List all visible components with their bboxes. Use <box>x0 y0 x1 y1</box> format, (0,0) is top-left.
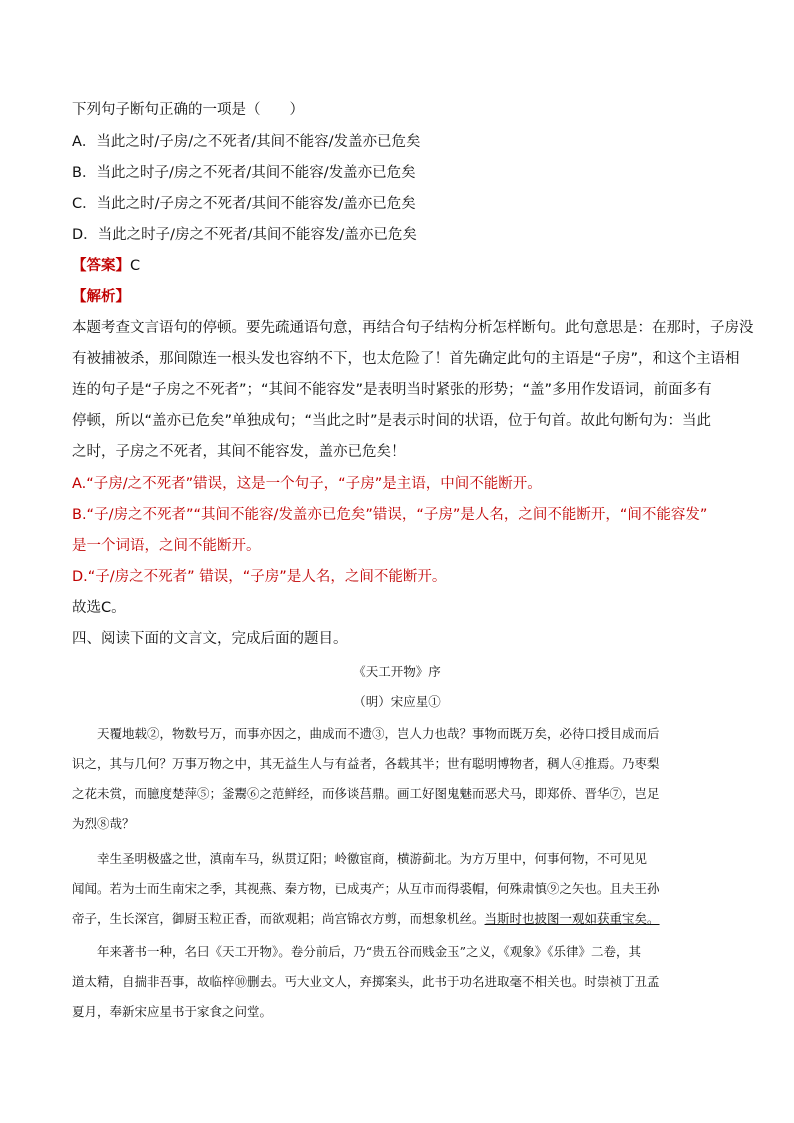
analysis-label-line <box>72 287 722 307</box>
answer-label: 【答案】 <box>72 258 130 274</box>
analysis-line-1: 本题考查文言语句的停顿。要先疏通语句意，再结合句子结构分析怎样断句。此句意思是：在那时，子房没 <box>72 320 754 336</box>
passage-p2-line3 <box>72 909 722 929</box>
answer-value: C <box>130 258 141 274</box>
analysis-line-3: 连的句子是“子房之不死者”；“其间不能容发”是表明当时紧张的形势；“盖”多用作发语词，前面多有 <box>72 382 712 398</box>
option-d: D．当此之时子/房之不死者/其间不能容发/盖亦已危矣 <box>72 227 417 243</box>
analysis-line-5: 之时，子房之不死者，其间不能容发，盖亦已危矣！ <box>72 444 406 460</box>
analysis-conclusion: 故选C。 <box>72 600 126 616</box>
passage-p1-line2: 识之，其与几何？万事万物之中，其无益生人与有益者，各载其半；世有聪明博物者，稠人④推焉。乃枣梨 <box>72 756 660 771</box>
passage-author: （明）宋应星① <box>353 694 441 709</box>
passage-p2-line1: 幸生圣明极盛之世，滇南车马，纵贯辽阳；岭徼宦商，横游蓟北。为方万里中，何事何物，不可见见 <box>72 851 648 866</box>
passage-p3-line2: 道太精，自揣非吾事，故临梓⑩删去。丐大业文人，弃掷案头，此书于功名进取毫不相关也。时崇祯丁丑孟 <box>72 974 660 989</box>
answer-line <box>72 256 722 276</box>
option-c: C．当此之时/子房之不死者/其间不能容发/盖亦已危矣 <box>72 196 416 212</box>
passage-p1-line3: 之花未赏，而臆度楚萍⑤；釜鬻⑥之范鲜经，而侈谈莒鼎。画工好图鬼魅而恶犬马，即郑侨、晋华⑦，岂足 <box>72 786 660 801</box>
passage-p2-line3-text: 帝子，生长深宫，御厨玉粒正香，而欲观耜；尚宫锦衣方剪，而想象机丝。 <box>72 911 485 926</box>
option-a: A．当此之时/子房/之不死者/其间不能容/发盖亦已危矣 <box>72 134 421 150</box>
underlined-sentence: 当斯时也披图一观如获重宝矣。 <box>484 911 660 926</box>
analysis-label: 【解析】 <box>72 289 130 305</box>
analysis-line-2: 有被捕被杀，那间隙连一根头发也容纳不下，也太危险了！首先确定此句的主语是“子房”，和这个主语相 <box>72 351 740 367</box>
analysis-line-a: A.“子房/之不死者”错误，这是一个句子，“子房”是主语，中间不能断开。 <box>72 476 542 492</box>
passage-p3-line1: 年来著书一种，名曰《天工开物》。卷分前后，乃“贵五谷而贱金玉”之义，《观象》《乐律》二卷，其 <box>72 944 642 959</box>
question-stem: 下列句子断句正确的一项是（ ） <box>72 102 304 118</box>
analysis-line-4: 停顿，所以“盖亦已危矣”单独成句；“当此之时”是表示时间的状语，位于句首。故此句断句为：当此 <box>72 413 712 429</box>
passage-p1-line1: 天覆地载②，物数号万，而事亦因之，曲成而不遗③，岂人力也哉？事物而既万矣，必待口授目成而后 <box>72 726 660 741</box>
option-b: B．当此之时子/房之不死者/其间不能容/发盖亦已危矣 <box>72 165 416 181</box>
section-heading: 四、阅读下面的文言文，完成后面的题目。 <box>72 631 348 647</box>
passage-p3-line3: 夏月，奉新宋应星书于家食之问堂。 <box>72 1004 273 1019</box>
analysis-line-d: D.“子/房之不死者” 错误，“子房”是人名，之间不能断开。 <box>72 569 447 585</box>
passage-p2-line2: 闻闻。若为士而生南宋之季，其视燕、秦方物，已成夷产；从互市而得裘帽，何殊肃慎⑨之矢也。且夫王孙 <box>72 881 660 896</box>
passage-p1-line4: 为烈⑧哉？ <box>72 816 135 831</box>
analysis-line-b2: 是一个词语，之间不能断开。 <box>72 538 261 554</box>
analysis-line-b: B.“子/房之不死者”“其间不能容/发盖亦已危矣”错误，“子房”是人名，之间不能断开，“间不能容发” <box>72 507 708 523</box>
passage-title: 《天工开物》序 <box>353 664 441 679</box>
